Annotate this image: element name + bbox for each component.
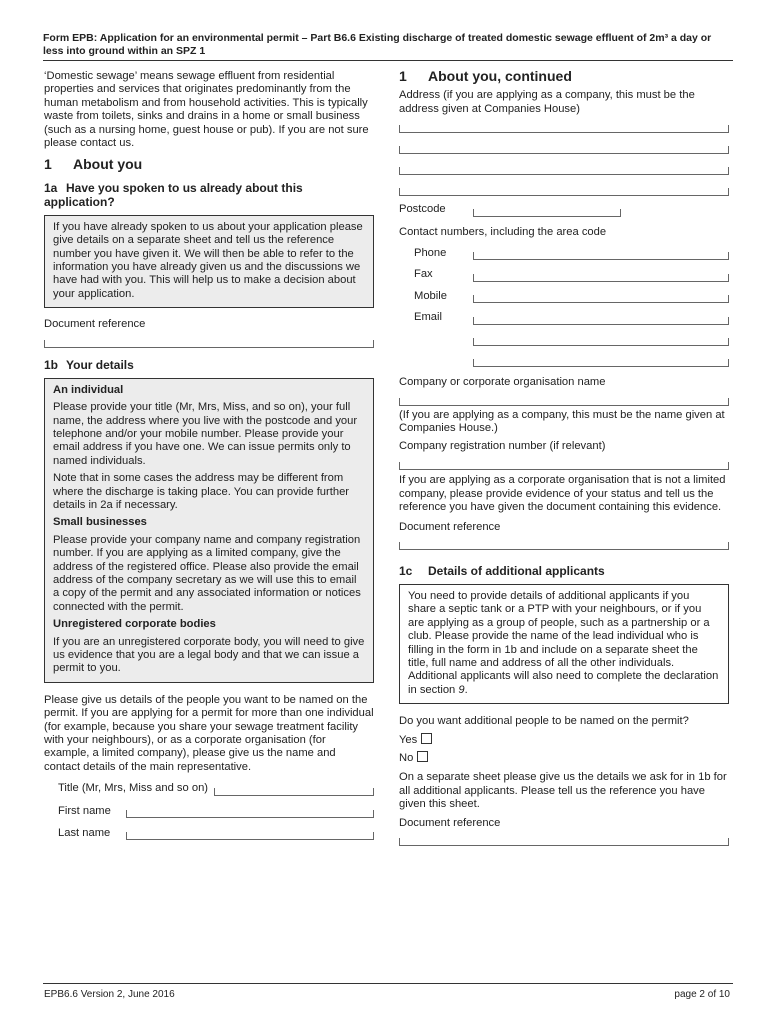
section-1c-info-text: [408, 590, 720, 697]
address-note-text: Note that in some cases the address may be different from where the discharge is taking place. You can provide further details in 2a if necessary.: [53, 472, 350, 511]
address-input-3[interactable]: [399, 167, 729, 175]
email-label: Email: [414, 311, 442, 324]
doc-ref-additional-label: Document reference: [399, 816, 501, 829]
email-row-2: [414, 338, 729, 346]
section-1c-info-section-ref: 9: [458, 683, 465, 696]
individual-text: Please provide your title (Mr, Mrs, Miss, and so on), your full name, the address where you live with the postcode and your telephone and/or your mobile number. Please provide your email address if you have one. We can issue permits only to named individuals.: [53, 401, 358, 467]
first-name-label: First name: [58, 804, 111, 817]
address-input-4[interactable]: [399, 188, 729, 196]
registration-number-label: Company registration number (if relevant): [399, 439, 606, 452]
additional-people-question: Do you want additional people to be named on the permit?: [399, 715, 689, 728]
small-businesses-heading: Small businesses: [53, 516, 147, 529]
postcode-row: [399, 203, 729, 216]
section-1c-title: Details of additional applicants: [428, 563, 605, 578]
address-label: Address (if you are applying as a company, this must be the address given at Companies House): [399, 89, 695, 115]
email-input[interactable]: [473, 317, 729, 325]
last-name-row: [58, 827, 374, 840]
section-1b-heading: [44, 358, 374, 372]
yes-checkbox[interactable]: [421, 733, 432, 744]
address-input-1[interactable]: [399, 125, 729, 133]
doc-ref-1a-input[interactable]: [44, 340, 374, 348]
email-row-3: [414, 359, 729, 367]
name-fields: [44, 782, 374, 840]
section-1-heading: [44, 158, 374, 171]
title-label: Title (Mr, Mrs, Miss and so on): [58, 782, 209, 795]
domestic-sewage-intro: ‘Domestic sewage’ means sewage effluent from residential properties and services that originates predominantly from the human metabolism and from household activities. This is typically waste from toilets, sinks and drains in a home or small business (such as a nursing home, guest house or pub). If you are not sure please contact us.: [44, 70, 369, 150]
right-column: [399, 70, 729, 846]
registration-number-input[interactable]: [399, 462, 729, 470]
section-1a-info-box: [44, 215, 374, 308]
section-1b-info-box: [44, 378, 374, 683]
section-1a-heading: [44, 181, 374, 209]
section-1c-heading: [399, 564, 729, 578]
phone-label: Phone: [414, 247, 447, 260]
section-1-continued-heading: [399, 70, 729, 83]
company-name-label: Company or corporate organisation name: [399, 375, 606, 388]
yes-label: Yes: [399, 733, 418, 746]
header-rule: [43, 60, 733, 61]
section-1c-info-end: .: [464, 683, 468, 696]
contact-fields: [399, 247, 729, 367]
separate-sheet-text: On a separate sheet please give us the details we ask for in 1b for all additional applicants. Please tell us the reference you have given this sheet.: [399, 771, 727, 811]
section-1b-number: 1b: [44, 357, 59, 372]
email-row: [414, 311, 729, 324]
contact-numbers-label: Contact numbers, including the area code: [399, 225, 607, 238]
section-1b-title: Your details: [66, 357, 134, 372]
no-checkbox[interactable]: [417, 751, 428, 762]
unregistered-bodies-text: If you are an unregistered corporate body, you will need to give us evidence that you are a legal body and that we can issue a permit to you.: [53, 635, 365, 675]
people-named-text: Please give us details of the people you want to be named on the permit. If you are applying for a permit for more than one individual (for example, because you share your sewage treatment facility with your neighbours), or as a corporate organisation (for example, a limited company), please give us the name and contact details of the main representative.: [44, 693, 374, 773]
last-name-input[interactable]: [126, 832, 374, 840]
form-header-title: Form EPB: Application for an environmental permit – Part B6.6 Existing discharge of treated domestic sewage effluent of 2m³ a day or less into ground within an SPZ 1: [43, 32, 712, 57]
title-row: [58, 782, 374, 795]
small-businesses-text: Please provide your company name and company registration number. If you are applying as a limited company, give the address of the registered office. Please also provide the email address of the company secretary as we will use this to email a copy of the permit and any associated information or notices connected with the permit.: [53, 533, 361, 613]
fax-input[interactable]: [473, 274, 729, 282]
first-name-row: [58, 805, 374, 818]
address-input-2[interactable]: [399, 146, 729, 154]
title-input[interactable]: [214, 788, 374, 796]
footer-rule: [43, 983, 733, 984]
section-1-number: 1: [44, 156, 52, 173]
footer-version: EPB6.6 Version 2, June 2016: [44, 989, 175, 1000]
mobile-row: [414, 290, 729, 303]
phone-row: [414, 247, 729, 260]
section-1-continued-number: 1: [399, 68, 407, 84]
last-name-label: Last name: [58, 827, 111, 840]
company-name-input[interactable]: [399, 398, 729, 406]
unregistered-bodies-heading: Unregistered corporate bodies: [53, 618, 216, 631]
first-name-input[interactable]: [126, 810, 374, 818]
postcode-input[interactable]: [473, 209, 621, 217]
doc-ref-corporate-input[interactable]: [399, 542, 729, 550]
corporate-evidence-text: If you are applying as a corporate organisation that is not a limited company, please provide evidence of your status and tell us the reference you have given the document containing this evidence.: [399, 474, 726, 514]
fax-label: Fax: [414, 268, 433, 281]
section-1a-number: 1a: [44, 180, 58, 195]
phone-input[interactable]: [473, 252, 729, 260]
fax-row: [414, 268, 729, 281]
section-1a-title: Have you spoken to us already about this application?: [44, 180, 303, 209]
no-label: No: [399, 751, 414, 764]
section-1-title: About you: [73, 156, 143, 173]
doc-ref-additional-input[interactable]: [399, 838, 729, 846]
yes-option: [399, 733, 729, 747]
left-column: [44, 70, 374, 840]
footer-page-number: page 2 of 10: [674, 989, 730, 1000]
mobile-label: Mobile: [414, 289, 447, 302]
company-name-note: (If you are applying as a company, this must be the name given at Companies House.): [399, 409, 725, 435]
email-input-2[interactable]: [473, 338, 729, 346]
no-option: [399, 751, 729, 765]
section-1c-info-main: You need to provide details of additional applicants if you share a septic tank or a PTP with your neighbours, or if you are applying as a group of people, such as a partnership or a club. Please provide the name of the lead individual who is filling in the form in 1b and include on a separate sheet the title, full name and address of all the other individuals. Additional applicants will also need to complete the declaration in section: [408, 589, 719, 696]
section-1a-info-text: If you have already spoken to us about your application please give details on a separate sheet and tell us the reference number you have given it. We will then be able to refer to the information you have already given us and the discussions we have had with you. This will help us to make a decision about your application.: [53, 220, 363, 300]
postcode-label: Postcode: [399, 203, 446, 216]
section-1c-info-box: [399, 584, 729, 704]
section-1c-number: 1c: [399, 563, 413, 578]
mobile-input[interactable]: [473, 295, 729, 303]
section-1-continued-title: About you, continued: [428, 68, 572, 84]
email-input-3[interactable]: [473, 359, 729, 367]
doc-ref-corporate-label: Document reference: [399, 520, 501, 533]
doc-ref-1a-label: Document reference: [44, 318, 146, 331]
individual-heading: An individual: [53, 383, 124, 396]
